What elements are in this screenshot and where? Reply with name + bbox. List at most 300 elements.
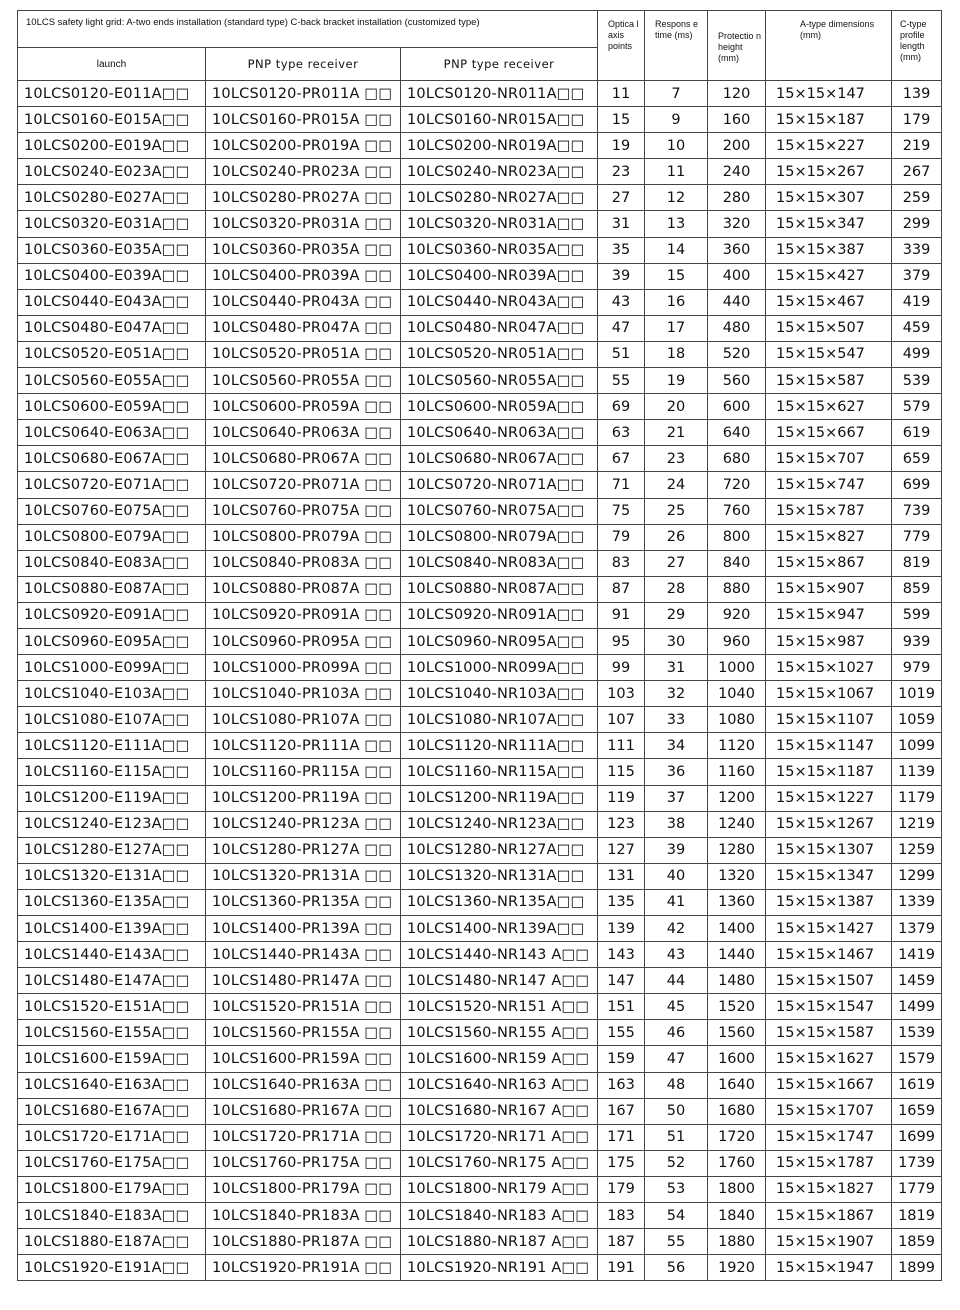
- cell-protection-height: 1080: [708, 707, 766, 733]
- cell-a-type-dimensions: 15×15×227: [766, 133, 892, 159]
- cell-npn-receiver-model: 10LCS0440-NR043A□□: [401, 289, 598, 315]
- cell-a-type-dimensions: 15×15×1027: [766, 655, 892, 681]
- cell-optical-axis-points: 163: [598, 1072, 645, 1098]
- cell-emitter-model: 10LCS0960-E095A□□: [18, 628, 206, 654]
- cell-protection-height: 1640: [708, 1072, 766, 1098]
- table-row: [18, 942, 942, 968]
- cell-npn-receiver-model: 10LCS0760-NR075A□□: [401, 498, 598, 524]
- cell-protection-height: 1440: [708, 942, 766, 968]
- cell-optical-axis-points: 119: [598, 785, 645, 811]
- cell-protection-height: 1720: [708, 1124, 766, 1150]
- cell-protection-height: 440: [708, 289, 766, 315]
- cell-optical-axis-points: 159: [598, 1046, 645, 1072]
- cell-pnp-receiver-model: 10LCS0400-PR039A □□: [206, 263, 401, 289]
- cell-a-type-dimensions: 15×15×867: [766, 550, 892, 576]
- cell-protection-height: 1360: [708, 889, 766, 915]
- cell-response-time: 25: [645, 498, 708, 524]
- cell-protection-height: 1320: [708, 863, 766, 889]
- cell-protection-height: 760: [708, 498, 766, 524]
- cell-protection-height: 800: [708, 524, 766, 550]
- cell-optical-axis-points: 179: [598, 1176, 645, 1202]
- cell-npn-receiver-model: 10LCS1280-NR127A□□: [401, 837, 598, 863]
- cell-protection-height: 1520: [708, 994, 766, 1020]
- cell-pnp-receiver-model: 10LCS0600-PR059A □□: [206, 394, 401, 420]
- cell-response-time: 31: [645, 655, 708, 681]
- table-row: [18, 655, 942, 681]
- cell-a-type-dimensions: 15×15×1227: [766, 785, 892, 811]
- table-row: [18, 785, 942, 811]
- cell-c-type-length: 1299: [892, 863, 942, 889]
- cell-optical-axis-points: 135: [598, 889, 645, 915]
- cell-emitter-model: 10LCS1040-E103A□□: [18, 681, 206, 707]
- table-row: [18, 185, 942, 211]
- cell-a-type-dimensions: 15×15×1307: [766, 837, 892, 863]
- cell-optical-axis-points: 171: [598, 1124, 645, 1150]
- table-row: [18, 759, 942, 785]
- cell-protection-height: 1800: [708, 1176, 766, 1202]
- table-row: [18, 602, 942, 628]
- cell-optical-axis-points: 23: [598, 159, 645, 185]
- cell-protection-height: 320: [708, 211, 766, 237]
- table-row: [18, 916, 942, 942]
- header-protection-height: Protectio n height (mm): [708, 11, 766, 81]
- cell-emitter-model: 10LCS1400-E139A□□: [18, 916, 206, 942]
- cell-a-type-dimensions: 15×15×1187: [766, 759, 892, 785]
- cell-emitter-model: 10LCS0760-E075A□□: [18, 498, 206, 524]
- cell-c-type-length: 339: [892, 237, 942, 263]
- cell-emitter-model: 10LCS1800-E179A□□: [18, 1176, 206, 1202]
- cell-response-time: 48: [645, 1072, 708, 1098]
- cell-emitter-model: 10LCS0160-E015A□□: [18, 107, 206, 133]
- cell-pnp-receiver-model: 10LCS0960-PR095A □□: [206, 628, 401, 654]
- cell-npn-receiver-model: 10LCS1680-NR167 A□□: [401, 1098, 598, 1124]
- cell-c-type-length: 1139: [892, 759, 942, 785]
- cell-npn-receiver-model: 10LCS0520-NR051A□□: [401, 341, 598, 367]
- cell-c-type-length: 1739: [892, 1150, 942, 1176]
- cell-npn-receiver-model: 10LCS0920-NR091A□□: [401, 602, 598, 628]
- cell-emitter-model: 10LCS1560-E155A□□: [18, 1020, 206, 1046]
- table-row: [18, 1098, 942, 1124]
- cell-c-type-length: 979: [892, 655, 942, 681]
- header-pnp-receiver-1: PNP type receiver: [206, 48, 401, 81]
- cell-npn-receiver-model: 10LCS1160-NR115A□□: [401, 759, 598, 785]
- cell-emitter-model: 10LCS0840-E083A□□: [18, 550, 206, 576]
- cell-a-type-dimensions: 15×15×587: [766, 368, 892, 394]
- cell-response-time: 36: [645, 759, 708, 785]
- cell-c-type-length: 1779: [892, 1176, 942, 1202]
- cell-protection-height: 1040: [708, 681, 766, 707]
- cell-a-type-dimensions: 15×15×1827: [766, 1176, 892, 1202]
- cell-optical-axis-points: 99: [598, 655, 645, 681]
- cell-response-time: 37: [645, 785, 708, 811]
- cell-pnp-receiver-model: 10LCS0720-PR071A □□: [206, 472, 401, 498]
- cell-protection-height: 360: [708, 237, 766, 263]
- cell-pnp-receiver-model: 10LCS1360-PR135A □□: [206, 889, 401, 915]
- cell-a-type-dimensions: 15×15×267: [766, 159, 892, 185]
- cell-optical-axis-points: 143: [598, 942, 645, 968]
- cell-protection-height: 480: [708, 315, 766, 341]
- cell-optical-axis-points: 55: [598, 368, 645, 394]
- cell-response-time: 51: [645, 1124, 708, 1150]
- cell-pnp-receiver-model: 10LCS1680-PR167A □□: [206, 1098, 401, 1124]
- cell-pnp-receiver-model: 10LCS1600-PR159A □□: [206, 1046, 401, 1072]
- cell-c-type-length: 219: [892, 133, 942, 159]
- cell-npn-receiver-model: 10LCS0960-NR095A□□: [401, 628, 598, 654]
- cell-c-type-length: 1659: [892, 1098, 942, 1124]
- cell-pnp-receiver-model: 10LCS0760-PR075A □□: [206, 498, 401, 524]
- cell-response-time: 15: [645, 263, 708, 289]
- cell-a-type-dimensions: 15×15×747: [766, 472, 892, 498]
- cell-response-time: 14: [645, 237, 708, 263]
- cell-optical-axis-points: 71: [598, 472, 645, 498]
- table-row: [18, 315, 942, 341]
- cell-c-type-length: 139: [892, 81, 942, 107]
- cell-response-time: 21: [645, 420, 708, 446]
- cell-optical-axis-points: 51: [598, 341, 645, 367]
- header-optical-axis: Optica l axis points: [598, 11, 645, 81]
- cell-response-time: 40: [645, 863, 708, 889]
- cell-response-time: 18: [645, 341, 708, 367]
- spec-table-container: [17, 10, 941, 1281]
- cell-emitter-model: 10LCS0360-E035A□□: [18, 237, 206, 263]
- cell-pnp-receiver-model: 10LCS0800-PR079A □□: [206, 524, 401, 550]
- cell-a-type-dimensions: 15×15×1667: [766, 1072, 892, 1098]
- cell-pnp-receiver-model: 10LCS1280-PR127A □□: [206, 837, 401, 863]
- table-row: [18, 524, 942, 550]
- cell-a-type-dimensions: 15×15×667: [766, 420, 892, 446]
- cell-a-type-dimensions: 15×15×627: [766, 394, 892, 420]
- cell-a-type-dimensions: 15×15×1267: [766, 811, 892, 837]
- cell-c-type-length: 499: [892, 341, 942, 367]
- cell-emitter-model: 10LCS1600-E159A□□: [18, 1046, 206, 1072]
- table-title: 10LCS safety light grid: A-two ends installation (standard type) C-back bracket installation (customized type): [18, 11, 598, 48]
- cell-npn-receiver-model: 10LCS0560-NR055A□□: [401, 368, 598, 394]
- cell-npn-receiver-model: 10LCS1240-NR123A□□: [401, 811, 598, 837]
- cell-response-time: 34: [645, 733, 708, 759]
- cell-optical-axis-points: 191: [598, 1255, 645, 1281]
- cell-optical-axis-points: 175: [598, 1150, 645, 1176]
- cell-pnp-receiver-model: 10LCS1320-PR131A □□: [206, 863, 401, 889]
- cell-pnp-receiver-model: 10LCS0560-PR055A □□: [206, 368, 401, 394]
- cell-npn-receiver-model: 10LCS1640-NR163 A□□: [401, 1072, 598, 1098]
- cell-a-type-dimensions: 15×15×1387: [766, 889, 892, 915]
- table-row: [18, 1072, 942, 1098]
- cell-pnp-receiver-model: 10LCS0240-PR023A □□: [206, 159, 401, 185]
- cell-response-time: 50: [645, 1098, 708, 1124]
- cell-emitter-model: 10LCS1000-E099A□□: [18, 655, 206, 681]
- table-row: [18, 81, 942, 107]
- cell-npn-receiver-model: 10LCS0400-NR039A□□: [401, 263, 598, 289]
- cell-a-type-dimensions: 15×15×1907: [766, 1229, 892, 1255]
- cell-a-type-dimensions: 15×15×827: [766, 524, 892, 550]
- cell-c-type-length: 1499: [892, 994, 942, 1020]
- cell-pnp-receiver-model: 10LCS1760-PR175A □□: [206, 1150, 401, 1176]
- cell-npn-receiver-model: 10LCS0480-NR047A□□: [401, 315, 598, 341]
- cell-c-type-length: 1179: [892, 785, 942, 811]
- cell-c-type-length: 1019: [892, 681, 942, 707]
- cell-protection-height: 1120: [708, 733, 766, 759]
- cell-optical-axis-points: 63: [598, 420, 645, 446]
- cell-npn-receiver-model: 10LCS1440-NR143 A□□: [401, 942, 598, 968]
- table-row: [18, 576, 942, 602]
- cell-optical-axis-points: 107: [598, 707, 645, 733]
- cell-npn-receiver-model: 10LCS1120-NR111A□□: [401, 733, 598, 759]
- cell-response-time: 7: [645, 81, 708, 107]
- cell-pnp-receiver-model: 10LCS0840-PR083A □□: [206, 550, 401, 576]
- cell-a-type-dimensions: 15×15×1867: [766, 1203, 892, 1229]
- cell-pnp-receiver-model: 10LCS1920-PR191A □□: [206, 1255, 401, 1281]
- cell-optical-axis-points: 155: [598, 1020, 645, 1046]
- cell-emitter-model: 10LCS1440-E143A□□: [18, 942, 206, 968]
- cell-response-time: 26: [645, 524, 708, 550]
- cell-response-time: 23: [645, 446, 708, 472]
- cell-npn-receiver-model: 10LCS0240-NR023A□□: [401, 159, 598, 185]
- cell-emitter-model: 10LCS0680-E067A□□: [18, 446, 206, 472]
- cell-npn-receiver-model: 10LCS0840-NR083A□□: [401, 550, 598, 576]
- table-row: [18, 707, 942, 733]
- cell-c-type-length: 1379: [892, 916, 942, 942]
- cell-a-type-dimensions: 15×15×1507: [766, 968, 892, 994]
- cell-optical-axis-points: 47: [598, 315, 645, 341]
- cell-pnp-receiver-model: 10LCS1480-PR147A □□: [206, 968, 401, 994]
- cell-optical-axis-points: 95: [598, 628, 645, 654]
- cell-a-type-dimensions: 15×15×507: [766, 315, 892, 341]
- cell-a-type-dimensions: 15×15×1347: [766, 863, 892, 889]
- cell-emitter-model: 10LCS0480-E047A□□: [18, 315, 206, 341]
- cell-response-time: 32: [645, 681, 708, 707]
- cell-c-type-length: 1099: [892, 733, 942, 759]
- cell-pnp-receiver-model: 10LCS0520-PR051A □□: [206, 341, 401, 367]
- cell-a-type-dimensions: 15×15×787: [766, 498, 892, 524]
- table-row: [18, 1020, 942, 1046]
- cell-a-type-dimensions: 15×15×387: [766, 237, 892, 263]
- cell-npn-receiver-model: 10LCS1520-NR151 A□□: [401, 994, 598, 1020]
- cell-emitter-model: 10LCS0880-E087A□□: [18, 576, 206, 602]
- cell-protection-height: 1600: [708, 1046, 766, 1072]
- cell-response-time: 46: [645, 1020, 708, 1046]
- table-row: [18, 994, 942, 1020]
- cell-a-type-dimensions: 15×15×1467: [766, 942, 892, 968]
- cell-response-time: 53: [645, 1176, 708, 1202]
- cell-npn-receiver-model: 10LCS0120-NR011A□□: [401, 81, 598, 107]
- cell-optical-axis-points: 183: [598, 1203, 645, 1229]
- cell-c-type-length: 1059: [892, 707, 942, 733]
- table-row: [18, 837, 942, 863]
- cell-optical-axis-points: 187: [598, 1229, 645, 1255]
- table-row: [18, 550, 942, 576]
- cell-response-time: 16: [645, 289, 708, 315]
- cell-optical-axis-points: 67: [598, 446, 645, 472]
- cell-emitter-model: 10LCS0640-E063A□□: [18, 420, 206, 446]
- cell-emitter-model: 10LCS0520-E051A□□: [18, 341, 206, 367]
- cell-npn-receiver-model: 10LCS1720-NR171 A□□: [401, 1124, 598, 1150]
- table-row: [18, 681, 942, 707]
- cell-response-time: 11: [645, 159, 708, 185]
- cell-emitter-model: 10LCS1120-E111A□□: [18, 733, 206, 759]
- cell-protection-height: 1400: [708, 916, 766, 942]
- cell-emitter-model: 10LCS0600-E059A□□: [18, 394, 206, 420]
- table-row: [18, 211, 942, 237]
- cell-emitter-model: 10LCS0120-E011A□□: [18, 81, 206, 107]
- table-row: [18, 733, 942, 759]
- cell-emitter-model: 10LCS1080-E107A□□: [18, 707, 206, 733]
- cell-response-time: 45: [645, 994, 708, 1020]
- cell-response-time: 13: [645, 211, 708, 237]
- cell-pnp-receiver-model: 10LCS0160-PR015A □□: [206, 107, 401, 133]
- cell-protection-height: 1160: [708, 759, 766, 785]
- cell-npn-receiver-model: 10LCS1600-NR159 A□□: [401, 1046, 598, 1072]
- table-row: [18, 628, 942, 654]
- cell-optical-axis-points: 31: [598, 211, 645, 237]
- cell-npn-receiver-model: 10LCS1480-NR147 A□□: [401, 968, 598, 994]
- cell-c-type-length: 419: [892, 289, 942, 315]
- cell-a-type-dimensions: 15×15×1787: [766, 1150, 892, 1176]
- cell-npn-receiver-model: 10LCS1320-NR131A□□: [401, 863, 598, 889]
- table-row: [18, 263, 942, 289]
- cell-protection-height: 1880: [708, 1229, 766, 1255]
- cell-a-type-dimensions: 15×15×1587: [766, 1020, 892, 1046]
- cell-emitter-model: 10LCS1720-E171A□□: [18, 1124, 206, 1150]
- cell-pnp-receiver-model: 10LCS0280-PR027A □□: [206, 185, 401, 211]
- cell-optical-axis-points: 115: [598, 759, 645, 785]
- cell-pnp-receiver-model: 10LCS1160-PR115A □□: [206, 759, 401, 785]
- header-a-type-dimensions: A-type dimensions (mm): [766, 11, 892, 81]
- cell-protection-height: 1240: [708, 811, 766, 837]
- cell-a-type-dimensions: 15×15×187: [766, 107, 892, 133]
- cell-pnp-receiver-model: 10LCS1800-PR179A □□: [206, 1176, 401, 1202]
- cell-c-type-length: 859: [892, 576, 942, 602]
- cell-optical-axis-points: 87: [598, 576, 645, 602]
- cell-emitter-model: 10LCS1640-E163A□□: [18, 1072, 206, 1098]
- cell-optical-axis-points: 39: [598, 263, 645, 289]
- cell-c-type-length: 619: [892, 420, 942, 446]
- cell-emitter-model: 10LCS0920-E091A□□: [18, 602, 206, 628]
- table-row: [18, 107, 942, 133]
- cell-emitter-model: 10LCS0320-E031A□□: [18, 211, 206, 237]
- cell-protection-height: 1840: [708, 1203, 766, 1229]
- table-row: [18, 968, 942, 994]
- cell-emitter-model: 10LCS1840-E183A□□: [18, 1203, 206, 1229]
- cell-emitter-model: 10LCS1280-E127A□□: [18, 837, 206, 863]
- cell-emitter-model: 10LCS1760-E175A□□: [18, 1150, 206, 1176]
- cell-protection-height: 640: [708, 420, 766, 446]
- cell-npn-receiver-model: 10LCS0800-NR079A□□: [401, 524, 598, 550]
- cell-emitter-model: 10LCS0280-E027A□□: [18, 185, 206, 211]
- cell-protection-height: 680: [708, 446, 766, 472]
- cell-response-time: 30: [645, 628, 708, 654]
- cell-pnp-receiver-model: 10LCS0120-PR011A □□: [206, 81, 401, 107]
- table-row: [18, 1176, 942, 1202]
- cell-c-type-length: 579: [892, 394, 942, 420]
- cell-c-type-length: 739: [892, 498, 942, 524]
- table-row: [18, 368, 942, 394]
- cell-npn-receiver-model: 10LCS0160-NR015A□□: [401, 107, 598, 133]
- cell-a-type-dimensions: 15×15×1947: [766, 1255, 892, 1281]
- cell-npn-receiver-model: 10LCS0680-NR067A□□: [401, 446, 598, 472]
- cell-protection-height: 400: [708, 263, 766, 289]
- cell-response-time: 38: [645, 811, 708, 837]
- cell-pnp-receiver-model: 10LCS1720-PR171A □□: [206, 1124, 401, 1150]
- cell-protection-height: 240: [708, 159, 766, 185]
- cell-optical-axis-points: 167: [598, 1098, 645, 1124]
- cell-pnp-receiver-model: 10LCS1240-PR123A □□: [206, 811, 401, 837]
- cell-c-type-length: 459: [892, 315, 942, 341]
- cell-c-type-length: 1579: [892, 1046, 942, 1072]
- cell-optical-axis-points: 35: [598, 237, 645, 263]
- cell-pnp-receiver-model: 10LCS1560-PR155A □□: [206, 1020, 401, 1046]
- cell-c-type-length: 267: [892, 159, 942, 185]
- cell-a-type-dimensions: 15×15×707: [766, 446, 892, 472]
- cell-a-type-dimensions: 15×15×987: [766, 628, 892, 654]
- cell-c-type-length: 1899: [892, 1255, 942, 1281]
- cell-protection-height: 560: [708, 368, 766, 394]
- cell-response-time: 24: [645, 472, 708, 498]
- cell-pnp-receiver-model: 10LCS0680-PR067A □□: [206, 446, 401, 472]
- cell-npn-receiver-model: 10LCS0360-NR035A□□: [401, 237, 598, 263]
- cell-emitter-model: 10LCS1880-E187A□□: [18, 1229, 206, 1255]
- cell-emitter-model: 10LCS1160-E115A□□: [18, 759, 206, 785]
- cell-pnp-receiver-model: 10LCS1200-PR119A □□: [206, 785, 401, 811]
- cell-c-type-length: 1339: [892, 889, 942, 915]
- cell-a-type-dimensions: 15×15×1107: [766, 707, 892, 733]
- cell-emitter-model: 10LCS1360-E135A□□: [18, 889, 206, 915]
- cell-npn-receiver-model: 10LCS1360-NR135A□□: [401, 889, 598, 915]
- cell-protection-height: 1280: [708, 837, 766, 863]
- cell-a-type-dimensions: 15×15×1427: [766, 916, 892, 942]
- cell-protection-height: 1920: [708, 1255, 766, 1281]
- cell-response-time: 42: [645, 916, 708, 942]
- cell-protection-height: 1200: [708, 785, 766, 811]
- cell-a-type-dimensions: 15×15×547: [766, 341, 892, 367]
- cell-emitter-model: 10LCS0800-E079A□□: [18, 524, 206, 550]
- cell-c-type-length: 1419: [892, 942, 942, 968]
- cell-pnp-receiver-model: 10LCS1080-PR107A □□: [206, 707, 401, 733]
- cell-emitter-model: 10LCS0440-E043A□□: [18, 289, 206, 315]
- cell-protection-height: 1680: [708, 1098, 766, 1124]
- table-row: [18, 1124, 942, 1150]
- cell-npn-receiver-model: 10LCS0280-NR027A□□: [401, 185, 598, 211]
- cell-npn-receiver-model: 10LCS0600-NR059A□□: [401, 394, 598, 420]
- cell-c-type-length: 599: [892, 602, 942, 628]
- table-row: [18, 1203, 942, 1229]
- cell-optical-axis-points: 79: [598, 524, 645, 550]
- cell-c-type-length: 259: [892, 185, 942, 211]
- cell-protection-height: 720: [708, 472, 766, 498]
- cell-response-time: 44: [645, 968, 708, 994]
- cell-protection-height: 1480: [708, 968, 766, 994]
- cell-optical-axis-points: 27: [598, 185, 645, 211]
- cell-pnp-receiver-model: 10LCS1000-PR099A □□: [206, 655, 401, 681]
- cell-npn-receiver-model: 10LCS1000-NR099A□□: [401, 655, 598, 681]
- cell-response-time: 52: [645, 1150, 708, 1176]
- cell-npn-receiver-model: 10LCS1920-NR191 A□□: [401, 1255, 598, 1281]
- table-row: [18, 811, 942, 837]
- cell-a-type-dimensions: 15×15×1747: [766, 1124, 892, 1150]
- cell-optical-axis-points: 127: [598, 837, 645, 863]
- cell-c-type-length: 1459: [892, 968, 942, 994]
- cell-a-type-dimensions: 15×15×907: [766, 576, 892, 602]
- table-row: [18, 1046, 942, 1072]
- cell-response-time: 39: [645, 837, 708, 863]
- cell-protection-height: 880: [708, 576, 766, 602]
- table-row: [18, 420, 942, 446]
- cell-emitter-model: 10LCS1520-E151A□□: [18, 994, 206, 1020]
- cell-npn-receiver-model: 10LCS0880-NR087A□□: [401, 576, 598, 602]
- cell-optical-axis-points: 15: [598, 107, 645, 133]
- cell-c-type-length: 1259: [892, 837, 942, 863]
- cell-response-time: 55: [645, 1229, 708, 1255]
- cell-pnp-receiver-model: 10LCS1440-PR143A □□: [206, 942, 401, 968]
